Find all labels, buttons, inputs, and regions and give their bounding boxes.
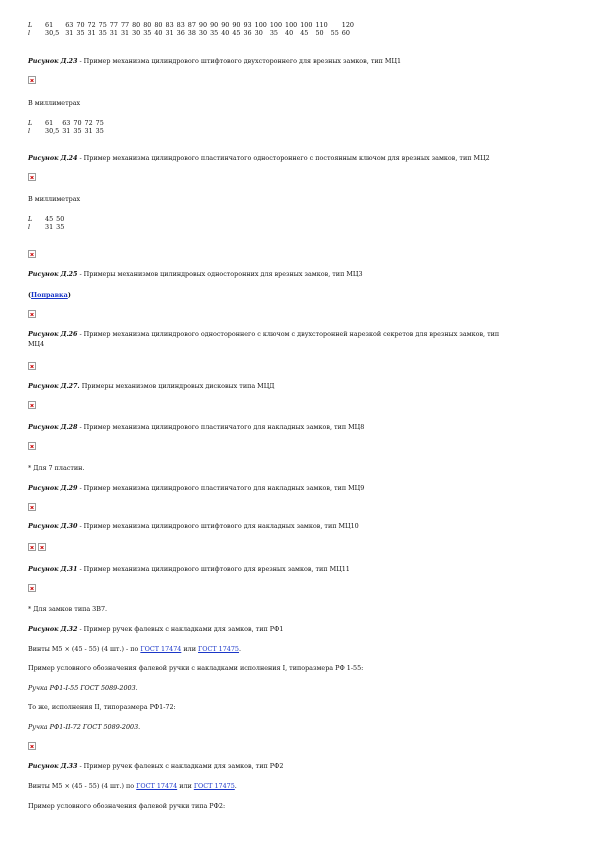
table-cell: 110 (315, 21, 328, 29)
table-cell: 77 (109, 21, 118, 29)
table-cell: 80 (132, 21, 141, 29)
row-header: l (28, 223, 31, 231)
broken-image-icon (28, 543, 36, 551)
figure-caption-d29: Рисунок Д.29 - Пример механизма цилиндрового пластинчатого для накладных замков, тип МЦ9 (28, 484, 365, 492)
table-cell: 100 (285, 21, 298, 29)
table-cell: 83 (165, 21, 174, 29)
amendment-note: (Поправка) (28, 291, 71, 299)
figure-caption-d30: Рисунок Д.30 - Пример механизма цилиндрового штифтового для накладных замков, тип МЦ10 (28, 522, 359, 530)
footnote: * Для 7 пластин. (28, 464, 85, 472)
table-cell: 31 (87, 29, 96, 37)
table-cell: 80 (143, 21, 152, 29)
table-cell (331, 21, 342, 29)
table-cell: 35 (73, 127, 82, 135)
gost-17474-link[interactable]: ГОСТ 17474 (140, 645, 182, 653)
broken-image-icon (28, 742, 36, 750)
table-cell: 45 (232, 29, 241, 37)
table-cell: 80 (154, 21, 163, 29)
table-cell: 100 (254, 21, 267, 29)
table-cell: 36 (176, 29, 185, 37)
table-cell: 61 (45, 119, 54, 127)
figure-caption-d27: Рисунок Д.27. Примеры механизмов цилиндровых дисковых типа МЦД (28, 382, 275, 390)
table-row (28, 21, 357, 29)
table-cell: 35 (95, 127, 104, 135)
footnote: * Для замков типа 3В7. (28, 605, 108, 613)
table-row (28, 127, 107, 135)
table-cell: 75 (98, 21, 107, 29)
table-cell: 40 (285, 29, 294, 37)
table-cell: 50 (315, 29, 324, 37)
broken-image-icon (28, 584, 36, 592)
table-cell: 35 (98, 29, 107, 37)
table-cell: 63 (65, 21, 74, 29)
table-cell: 31 (165, 29, 174, 37)
table-cell: 35 (210, 29, 219, 37)
table-cell: 63 (62, 119, 71, 127)
table-cell: 90 (232, 21, 241, 29)
dimension-table-3 (28, 215, 67, 231)
broken-image-icon (28, 362, 36, 370)
table-cell: 31 (45, 223, 54, 231)
table-cell: 30 (132, 29, 141, 37)
designation-code: Ручка РФ1-I-55 ГОСТ 5089-2003. (28, 684, 138, 692)
table-cell: 31 (62, 127, 71, 135)
table-cell: 35 (269, 29, 278, 37)
table-cell: 30,5 (45, 29, 60, 37)
table-cell: 40 (221, 29, 230, 37)
figure-caption-d33: Рисунок Д.33 - Пример ручек фалевых с накладками для замков, тип РФ2 (28, 762, 284, 770)
table-cell: 90 (221, 21, 230, 29)
screws-note: Винты М5 × (45 - 55) (4 шт.) по ГОСТ 17474 или ГОСТ 17475. (28, 782, 237, 790)
table-cell: 100 (300, 21, 313, 29)
table-cell: 72 (87, 21, 96, 29)
table-cell: 83 (176, 21, 185, 29)
row-header: l (28, 127, 31, 135)
table-cell: 31 (120, 29, 130, 37)
figure-caption-d26-line2: МЦ4 (28, 340, 45, 348)
gost-17474-link[interactable]: ГОСТ 17474 (136, 782, 178, 790)
table-row (28, 215, 67, 223)
gost-17475-link[interactable]: ГОСТ 17475 (193, 782, 235, 790)
table-cell: 50 (56, 215, 65, 223)
table-cell: 36 (243, 29, 252, 37)
screws-note: Винты М5 × (45 - 55) (4 шт.) - по ГОСТ 17474 или ГОСТ 17475. (28, 645, 242, 653)
table-row (28, 29, 357, 37)
dimension-table-2 (28, 119, 107, 135)
table-row (28, 119, 107, 127)
units-note: В миллиметрах (28, 99, 81, 107)
broken-image-icon (28, 76, 36, 84)
table-cell: 93 (243, 21, 252, 29)
table-cell: 55 (330, 29, 339, 37)
table-cell: 40 (154, 29, 163, 37)
table-cell: 70 (76, 21, 85, 29)
dimension-table-1 (28, 21, 357, 37)
table-cell: 45 (300, 29, 309, 37)
table-cell: 35 (76, 29, 85, 37)
table-cell: 30 (198, 29, 208, 37)
table-cell: 31 (84, 127, 93, 135)
figure-caption-d26: Рисунок Д.26 - Пример механизма цилиндрового одностороннего с ключом с двухсторонней нарезкой секретов для врезных замков, тип (28, 330, 500, 338)
broken-image-icon (28, 250, 36, 258)
row-header: L (28, 21, 33, 29)
table-cell: 31 (109, 29, 118, 37)
designation-example: То же, исполнения II, типоразмера РФ1-72: (28, 703, 176, 711)
row-header: l (28, 29, 31, 37)
table-cell: 87 (187, 21, 196, 29)
figure-caption-d32: Рисунок Д.32 - Пример ручек фалевых с накладками для замков, тип РФ1 (28, 625, 284, 633)
figure-caption-d31: Рисунок Д.31 - Пример механизма цилиндрового штифтового для врезных замков, тип МЦ11 (28, 565, 350, 573)
broken-image-icon (28, 173, 36, 181)
broken-image-icon (28, 442, 36, 450)
table-cell: 35 (143, 29, 152, 37)
row-header: L (28, 119, 33, 127)
designation-example: Пример условного обозначения фалевой ручки с накладками исполнения I, типоразмера РФ 1-55: (28, 664, 364, 672)
units-note: В миллиметрах (28, 195, 81, 203)
figure-caption-d24: Рисунок Д.24 - Пример механизма цилиндрового пластинчатого одностороннего с постоянным ключом для врезных замков, тип МЦ2 (28, 154, 490, 162)
broken-image-icon (28, 310, 36, 318)
table-cell: 31 (65, 29, 74, 37)
table-cell: 75 (95, 119, 104, 127)
amendment-link[interactable]: Поправка (31, 291, 68, 299)
broken-image-icon (28, 401, 36, 409)
table-cell: 38 (187, 29, 196, 37)
table-cell: 60 (341, 29, 350, 37)
table-cell: 45 (45, 215, 54, 223)
table-cell: 90 (198, 21, 208, 29)
table-cell: 30 (254, 29, 263, 37)
figure-caption-d28: Рисунок Д.28 - Пример механизма цилиндрового пластинчатого для накладных замков, тип МЦ8 (28, 423, 365, 431)
table-cell: 120 (341, 21, 354, 29)
broken-image-icon (38, 543, 46, 551)
figure-caption-d23: Рисунок Д.23 - Пример механизма цилиндрового штифтового двухстороннего для врезных замков, тип МЦ1 (28, 57, 402, 65)
table-cell: 77 (120, 21, 130, 29)
table-cell: 35 (56, 223, 65, 231)
table-cell: 30,5 (45, 127, 60, 135)
table-cell: 61 (45, 21, 54, 29)
table-cell: 90 (210, 21, 219, 29)
broken-image-icon (28, 503, 36, 511)
row-header: L (28, 215, 33, 223)
designation-example: Пример условного обозначения фалевой ручки типа РФ2: (28, 802, 226, 810)
gost-17475-link[interactable]: ГОСТ 17475 (198, 645, 239, 653)
table-cell: 70 (73, 119, 82, 127)
figure-caption-d25: Рисунок Д.25 - Примеры механизмов цилиндровых односторонних для врезных замков, тип МЦ3 (28, 270, 363, 278)
designation-code: Ручка РФ1-II-72 ГОСТ 5089-2003. (28, 723, 141, 731)
table-cell: 72 (84, 119, 93, 127)
table-cell: 100 (269, 21, 283, 29)
table-row (28, 223, 67, 231)
